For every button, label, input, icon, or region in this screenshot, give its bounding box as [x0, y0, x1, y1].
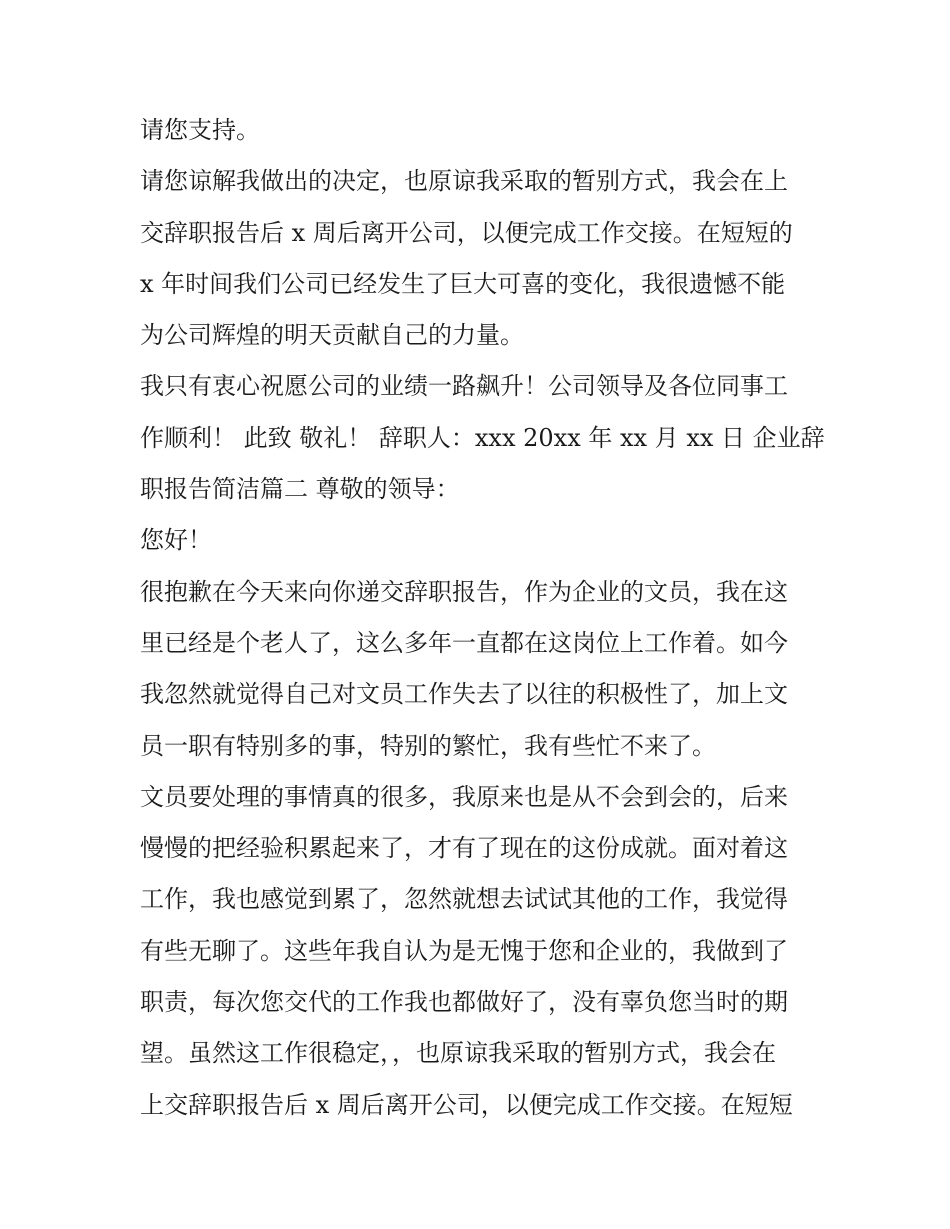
text-line: 员一职有特别多的事，特别的繁忙，我有些忙不来了。: [140, 731, 716, 760]
text-line: 望。虽然这工作很稳定，，也原谅我采取的暂别方式，我会在: [140, 1039, 776, 1068]
text-line: x 年时间我们公司已经发生了巨大可喜的变化，我很遗憾不能: [140, 269, 786, 298]
text-line: 工作，我也感觉到累了，忽然就想去试试其他的工作，我觉得: [140, 885, 788, 914]
text-line: 请您谅解我做出的决定，也原谅我采取的暂别方式，我会在上: [140, 167, 788, 196]
text-line: 我只有衷心祝愿公司的业绩一路飙升！公司领导及各位同事工: [140, 372, 788, 401]
text-line: 交辞职报告后 x 周后离开公司，以便完成工作交接。在短短的: [140, 218, 793, 247]
text-line: 为公司辉煌的明天贡献自己的力量。: [140, 321, 524, 350]
text-line: 上交辞职报告后 x 周后离开公司，以便完成工作交接。在短短: [140, 1090, 793, 1119]
text-line: 请您支持。: [140, 116, 260, 144]
text-line: 职报告简洁篇二 尊敬的领导：: [140, 475, 460, 504]
text-line: 职责，每次您交代的工作我也都做好了，没有辜负您当时的期: [140, 988, 788, 1017]
text-line: 很抱歉在今天来向你递交辞职报告，作为企业的文员，我在这: [140, 577, 788, 606]
text-line: 您好！: [140, 526, 212, 555]
document-body: [140, 105, 825, 1131]
text-line: 慢慢的把经验积累起来了，才有了现在的这份成就。面对着这: [140, 834, 788, 863]
text-line: 有些无聊了。这些年我自认为是无愧于您和企业的，我做到了: [140, 936, 788, 965]
text-line: 作顺利！ 此致 敬礼！ 辞职人：xxx 20xx 年 xx 月 xx 日 企业辞: [140, 423, 825, 452]
text-line: 文员要处理的事情真的很多，我原来也是从不会到会的，后来: [140, 782, 788, 811]
text-line: 我忽然就觉得自己对文员工作失去了以往的积极性了，加上文: [140, 680, 788, 709]
text-line: 里已经是个老人了，这么多年一直都在这岗位上工作着。如今: [140, 628, 788, 657]
